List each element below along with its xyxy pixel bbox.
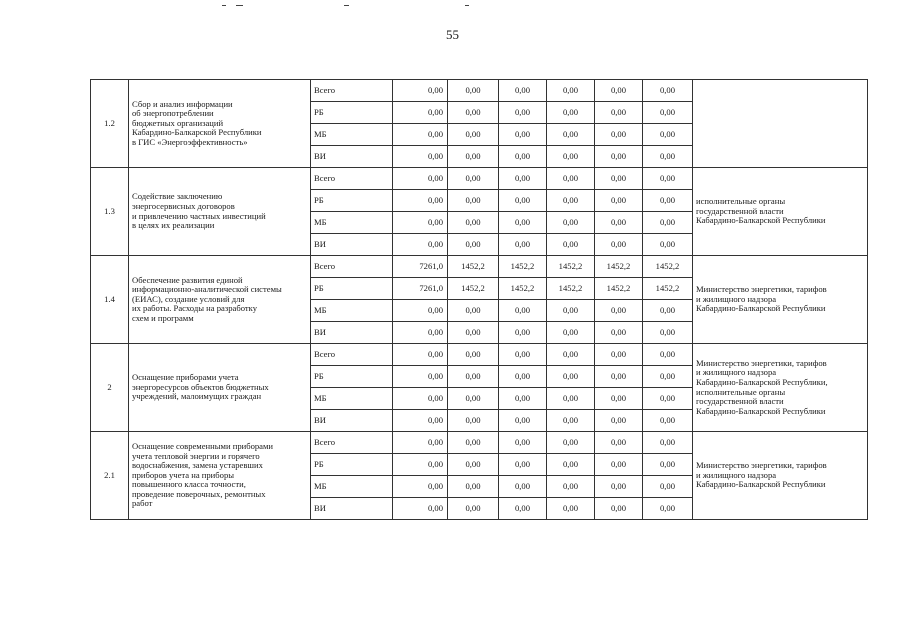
item-number: 2 [91, 344, 129, 432]
amount-year-1: 0,00 [448, 344, 499, 366]
amount-year-4: 0,00 [595, 322, 643, 344]
amount-year-4: 0,00 [595, 168, 643, 190]
amount-total: 0,00 [393, 432, 448, 454]
table-row [91, 80, 868, 102]
amount-total: 0,00 [393, 234, 448, 256]
measure-name-text: Обеспечение развития единой информационно-аналитической системы (ЕИАС), создание условий для их работы. Расходы на разработку схем и программ [132, 274, 282, 323]
amount-year-1: 0,00 [448, 366, 499, 388]
amount-year-1: 0,00 [448, 454, 499, 476]
amount-year-1: 0,00 [448, 322, 499, 344]
measure-name-text: Оснащение современными приборами учета тепловой энергии и горячего водоснабжения, замена устаревших приборов учета на приборы повышенного класса точности, проведение поверочных, ремонтных работ [132, 440, 274, 509]
item-number: 1.2 [91, 80, 129, 168]
amount-year-4: 1452,2 [595, 278, 643, 300]
amount-year-2: 0,00 [499, 124, 547, 146]
measure-name [129, 80, 311, 168]
amount-total: 0,00 [393, 102, 448, 124]
measure-name [129, 168, 311, 256]
amount-year-3: 0,00 [547, 80, 595, 102]
amount-year-2: 0,00 [499, 432, 547, 454]
amount-year-1: 0,00 [448, 388, 499, 410]
amount-year-4: 0,00 [595, 80, 643, 102]
amount-year-5: 0,00 [643, 146, 693, 168]
funding-source: МБ [311, 476, 393, 498]
amount-year-3: 0,00 [547, 190, 595, 212]
amount-total: 0,00 [393, 190, 448, 212]
amount-year-2: 0,00 [499, 498, 547, 520]
amount-year-2: 1452,2 [499, 278, 547, 300]
amount-year-5: 0,00 [643, 80, 693, 102]
amount-year-5: 0,00 [643, 432, 693, 454]
amount-total: 0,00 [393, 300, 448, 322]
funding-source: МБ [311, 212, 393, 234]
amount-year-5: 0,00 [643, 344, 693, 366]
amount-year-5: 0,00 [643, 102, 693, 124]
amount-year-1: 0,00 [448, 168, 499, 190]
amount-year-4: 0,00 [595, 190, 643, 212]
responsible-executor [693, 344, 868, 432]
funding-source: РБ [311, 102, 393, 124]
amount-year-5: 0,00 [643, 168, 693, 190]
amount-year-4: 0,00 [595, 102, 643, 124]
amount-year-2: 0,00 [499, 102, 547, 124]
amount-total: 0,00 [393, 366, 448, 388]
amount-year-3: 1452,2 [547, 256, 595, 278]
responsible-executor-text: Министерство энергетики, тарифов и жилищного надзора Кабардино-Балкарской Республики [696, 284, 827, 314]
amount-year-3: 0,00 [547, 124, 595, 146]
amount-year-3: 0,00 [547, 234, 595, 256]
amount-year-3: 0,00 [547, 344, 595, 366]
amount-year-5: 0,00 [643, 322, 693, 344]
funding-source: ВИ [311, 146, 393, 168]
amount-year-2: 0,00 [499, 388, 547, 410]
amount-year-3: 0,00 [547, 102, 595, 124]
amount-year-5: 0,00 [643, 212, 693, 234]
amount-year-2: 0,00 [499, 80, 547, 102]
amount-year-2: 0,00 [499, 322, 547, 344]
responsible-executor-text: Министерство энергетики, тарифов и жилищного надзора Кабардино-Балкарской Республики, исполнительные органы государственной власти Кабардино-Балкарской Республики [696, 357, 828, 416]
amount-year-3: 1452,2 [547, 278, 595, 300]
amount-year-5: 0,00 [643, 476, 693, 498]
amount-year-4: 0,00 [595, 234, 643, 256]
funding-source: РБ [311, 278, 393, 300]
amount-year-4: 0,00 [595, 344, 643, 366]
amount-year-1: 0,00 [448, 234, 499, 256]
responsible-executor [693, 80, 868, 168]
funding-source: МБ [311, 300, 393, 322]
funding-source: Всего [311, 168, 393, 190]
amount-year-2: 1452,2 [499, 256, 547, 278]
funding-source: ВИ [311, 322, 393, 344]
amount-year-2: 0,00 [499, 234, 547, 256]
responsible-executor [693, 256, 868, 344]
amount-year-1: 0,00 [448, 476, 499, 498]
amount-year-3: 0,00 [547, 168, 595, 190]
amount-year-3: 0,00 [547, 366, 595, 388]
amount-year-2: 0,00 [499, 168, 547, 190]
amount-year-1: 0,00 [448, 146, 499, 168]
amount-year-2: 0,00 [499, 454, 547, 476]
amount-total: 7261,0 [393, 278, 448, 300]
amount-year-3: 0,00 [547, 498, 595, 520]
funding-source: Всего [311, 80, 393, 102]
table-row [91, 344, 868, 366]
amount-year-5: 1452,2 [643, 256, 693, 278]
amount-year-5: 0,00 [643, 454, 693, 476]
amount-year-1: 0,00 [448, 124, 499, 146]
funding-source: ВИ [311, 410, 393, 432]
responsible-executor [693, 432, 868, 520]
amount-year-5: 1452,2 [643, 278, 693, 300]
amount-total: 0,00 [393, 344, 448, 366]
measure-name-text: Оснащение приборами учета энергоресурсов объектов бюджетных учреждений, малоимущих граждан [132, 372, 269, 402]
funding-source: МБ [311, 124, 393, 146]
amount-total: 0,00 [393, 80, 448, 102]
amount-year-4: 0,00 [595, 432, 643, 454]
amount-year-4: 0,00 [595, 498, 643, 520]
amount-year-1: 0,00 [448, 498, 499, 520]
amount-total: 0,00 [393, 454, 448, 476]
funding-source: МБ [311, 388, 393, 410]
funding-source: ВИ [311, 234, 393, 256]
funding-source: РБ [311, 454, 393, 476]
amount-total: 0,00 [393, 124, 448, 146]
responsible-executor-text: исполнительные органы государственной власти Кабардино-Балкарской Республики [696, 196, 826, 226]
responsible-executor [693, 168, 868, 256]
amount-year-2: 0,00 [499, 410, 547, 432]
amount-year-4: 0,00 [595, 454, 643, 476]
funding-source: Всего [311, 432, 393, 454]
amount-year-1: 0,00 [448, 410, 499, 432]
amount-total: 0,00 [393, 498, 448, 520]
amount-year-2: 0,00 [499, 366, 547, 388]
amount-year-4: 0,00 [595, 146, 643, 168]
funding-source: Всего [311, 256, 393, 278]
amount-year-1: 0,00 [448, 300, 499, 322]
amount-year-2: 0,00 [499, 212, 547, 234]
item-number: 2.1 [91, 432, 129, 520]
amount-year-2: 0,00 [499, 300, 547, 322]
item-number: 1.4 [91, 256, 129, 344]
amount-year-4: 1452,2 [595, 256, 643, 278]
measure-name [129, 256, 311, 344]
amount-year-3: 0,00 [547, 410, 595, 432]
amount-total: 0,00 [393, 146, 448, 168]
funding-source: ВИ [311, 498, 393, 520]
measure-name-text: Сбор и анализ информации об энергопотреблении бюджетных организаций Кабардино-Балкарской Республики в ГИС «Энергоэффективность» [132, 98, 262, 147]
amount-year-4: 0,00 [595, 212, 643, 234]
amount-total: 7261,0 [393, 256, 448, 278]
page-number: 55 [446, 27, 459, 42]
funding-source: РБ [311, 366, 393, 388]
amount-year-1: 1452,2 [448, 278, 499, 300]
responsible-executor-text: Министерство энергетики, тарифов и жилищного надзора Кабардино-Балкарской Республики [696, 460, 827, 490]
amount-year-3: 0,00 [547, 476, 595, 498]
amount-year-4: 0,00 [595, 300, 643, 322]
amount-year-3: 0,00 [547, 322, 595, 344]
amount-year-3: 0,00 [547, 432, 595, 454]
amount-year-5: 0,00 [643, 366, 693, 388]
table-body [91, 80, 868, 520]
budget-table [90, 79, 868, 520]
amount-total: 0,00 [393, 168, 448, 190]
amount-year-1: 0,00 [448, 102, 499, 124]
amount-year-1: 0,00 [448, 80, 499, 102]
measure-name [129, 344, 311, 432]
amount-year-3: 0,00 [547, 146, 595, 168]
amount-year-1: 1452,2 [448, 256, 499, 278]
amount-year-4: 0,00 [595, 366, 643, 388]
amount-total: 0,00 [393, 212, 448, 234]
table-row [91, 168, 868, 190]
amount-year-3: 0,00 [547, 388, 595, 410]
item-number: 1.3 [91, 168, 129, 256]
amount-year-1: 0,00 [448, 432, 499, 454]
amount-year-1: 0,00 [448, 212, 499, 234]
amount-year-4: 0,00 [595, 388, 643, 410]
amount-total: 0,00 [393, 322, 448, 344]
measure-name [129, 432, 311, 520]
amount-total: 0,00 [393, 476, 448, 498]
amount-year-5: 0,00 [643, 124, 693, 146]
amount-total: 0,00 [393, 410, 448, 432]
measure-name-text: Содействие заключению энергосервисных договоров и привлечению частных инвестиций в целях их реализации [132, 191, 266, 231]
amount-year-3: 0,00 [547, 454, 595, 476]
amount-year-1: 0,00 [448, 190, 499, 212]
amount-year-2: 0,00 [499, 146, 547, 168]
amount-total: 0,00 [393, 388, 448, 410]
amount-year-4: 0,00 [595, 124, 643, 146]
amount-year-3: 0,00 [547, 300, 595, 322]
table-row [91, 432, 868, 454]
amount-year-2: 0,00 [499, 476, 547, 498]
amount-year-3: 0,00 [547, 212, 595, 234]
amount-year-2: 0,00 [499, 344, 547, 366]
amount-year-5: 0,00 [643, 234, 693, 256]
amount-year-5: 0,00 [643, 410, 693, 432]
amount-year-5: 0,00 [643, 388, 693, 410]
table-row [91, 256, 868, 278]
funding-source: Всего [311, 344, 393, 366]
amount-year-5: 0,00 [643, 498, 693, 520]
amount-year-2: 0,00 [499, 190, 547, 212]
funding-source: РБ [311, 190, 393, 212]
amount-year-5: 0,00 [643, 300, 693, 322]
amount-year-4: 0,00 [595, 410, 643, 432]
scan-artifacts [0, 2, 905, 10]
amount-year-4: 0,00 [595, 476, 643, 498]
amount-year-5: 0,00 [643, 190, 693, 212]
